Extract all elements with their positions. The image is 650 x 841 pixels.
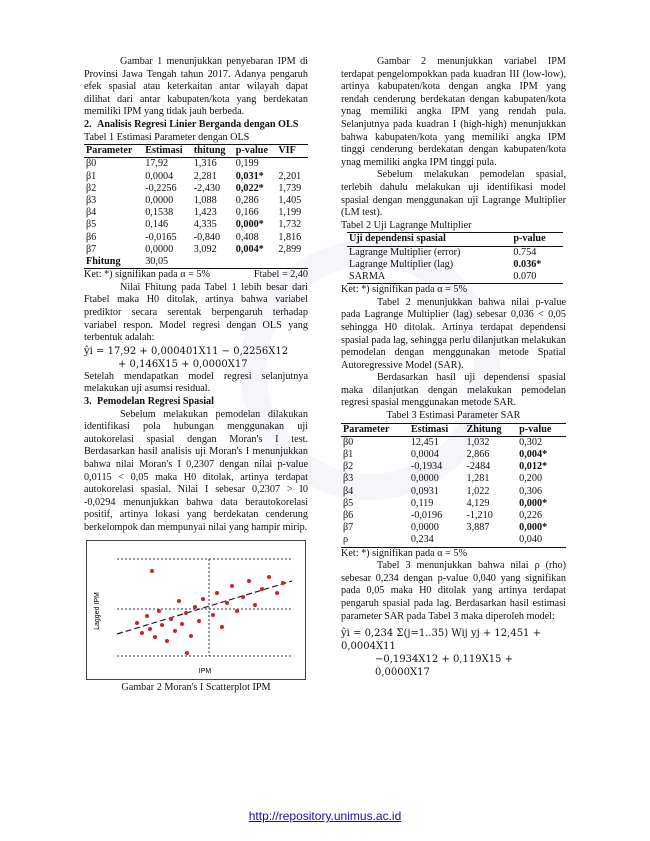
table-cell: Lagrange Multiplier (lag)	[349, 258, 454, 270]
table-cell: 0,004*	[235, 243, 264, 255]
table-row	[84, 244, 308, 256]
table-cell: 0,012*	[519, 461, 548, 473]
table-header-cell: Zhitung	[466, 423, 502, 435]
table-cell: β3	[86, 194, 97, 206]
table-cell: 2,866	[466, 449, 490, 461]
table-row	[84, 195, 308, 207]
table-cell: 1,405	[278, 194, 302, 206]
table-cell: β0	[343, 436, 354, 448]
table-cell: 0,040	[519, 534, 543, 546]
table-cell: 0.070	[513, 270, 537, 282]
table-cell: 1,423	[193, 207, 217, 219]
table-cell: β5	[86, 219, 97, 231]
table-cell: 0,1538	[145, 207, 174, 219]
table-cell: 0,166	[235, 207, 259, 219]
paragraph: Gambar 2 menunjukkan variabel IPM terdapat pengelompokkan pada kuadran III (low-low), artinya kabupaten/kota dengan angka IPM yang rendah cenderung berdekatan dengan kabupaten/kota ynag memiliki angka IPM yang rendah pula. Selanjutnya pada kuadran I (high-high) menunjukkan bahwa kabupaten/kota yang memiliki angka IPM tinggi cenderung berdekatan dengan kabupaten/kota ynag memiliki angka IPM tinggi pula.	[341, 56, 566, 168]
table-cell: -1,210	[466, 510, 493, 522]
table-header-row	[84, 145, 308, 158]
table2-note: Ket: *) signifikan pada α = 5%	[341, 284, 467, 296]
table-cell: 0,226	[519, 510, 543, 522]
table-cell: β2	[86, 182, 97, 194]
table-cell: 4,335	[193, 219, 217, 231]
table-cell: β0	[86, 158, 97, 170]
table-cell: -0,2256	[145, 182, 177, 194]
table-row	[84, 232, 308, 244]
table-cell: 0,146	[145, 219, 169, 231]
table-cell: -0,0196	[410, 510, 443, 522]
table-header-cell: p-value	[235, 145, 268, 157]
equation-sar: ŷi = 0,234 Σ(j=1..35) Wij yj + 12,451 + 0,0004X11 −0,1934X12 + 0,119X15 + 0,0000X17	[341, 628, 541, 679]
table-cell: -2484	[466, 461, 491, 473]
table-cell: 1,199	[278, 207, 302, 219]
table-row	[84, 158, 308, 171]
table-cell: 1,281	[466, 473, 490, 485]
table-cell: 12,451	[410, 436, 439, 448]
table3-note: Ket: *) signifikan pada α = 5%	[341, 547, 467, 559]
table-cell: 0.036*	[513, 258, 542, 270]
table-cell: Fhitung	[86, 255, 121, 267]
paragraph: Tabel 3 menunjukkan bahwa nilai ρ (rho) sebesar 0,234 dengan p-value 0,040 yang signifikan pada 0,05 maka H0 ditolak yang artinya terdapat pengaruh spasial pada lag. Berdasarkan hasil estimasi parameter SAR pada Tabel 3 maka diperoleh model:	[341, 560, 566, 622]
table-cell: 0,000*	[519, 497, 548, 509]
table-row	[341, 522, 566, 534]
table1	[84, 144, 308, 269]
table-cell: 17,92	[145, 158, 169, 170]
table2	[347, 232, 563, 284]
table-cell: 0,302	[519, 436, 543, 448]
table-cell: 1,316	[193, 158, 217, 170]
table-cell: 0,234	[410, 534, 434, 546]
table3	[341, 423, 566, 548]
scatter-points	[135, 569, 285, 655]
table-cell: β1	[86, 170, 97, 182]
table-cell: 3,092	[193, 243, 217, 255]
paragraph: Setelah mendapatkan model regresi selanjutnya melakukan uji asumsi residual.	[84, 370, 308, 395]
table-cell: 0,0004	[145, 170, 174, 182]
figure2-caption: Gambar 2 Moran's I Scatterplot IPM	[121, 682, 271, 694]
section-heading: 2. Analisis Regresi Linier Berganda dengan OLS	[84, 118, 299, 130]
right-column	[341, 56, 566, 679]
table-row	[341, 461, 566, 473]
table-row	[341, 510, 566, 522]
scatterplot-svg	[87, 541, 305, 679]
table3-caption: Tabel 3 Estimasi Parameter SAR	[386, 410, 521, 422]
table-cell: β3	[343, 473, 354, 485]
paragraph: Berdasarkan hasil uji dependensi spasial maka dilanjutkan dengan melakukan pemodelan regresi spasial menggunakan metode SAR.	[341, 372, 566, 409]
table-row	[341, 534, 566, 547]
table-header-cell: VIF	[278, 145, 296, 157]
paragraph: Tabel 2 menunjukkan bahwa nilai p-value pada Lagrange Multiplier (lag) sebesar 0,036 < 0,05 sehingga H0 ditolak. Artinya terdapat dependensi spasial pada lag, sehingga perlu dilanjutkan melakukan pemodelan dengan menggunakan metode Spatial Autoregressive Model (SAR).	[341, 296, 566, 371]
paragraph: Gambar 1 menunjukkan penyebaran IPM di Provinsi Jawa Tengah tahun 2017. Adanya pengaruh efek spasial atau keterkaitan antar wilayah dapat dilihat dari antar kabupaten/kota yang berdekatan memiliki IPM yang tidak jauh berbeda.	[84, 56, 308, 118]
table-cell: 0,0004	[410, 449, 439, 461]
table-cell: 2,899	[278, 243, 302, 255]
table-cell: 2,201	[278, 170, 302, 182]
table-cell: 1,088	[193, 194, 217, 206]
axis-label: IPM	[198, 668, 212, 676]
table-cell: SARMA	[349, 270, 386, 282]
table1-note: Ket: *) signifikan pada α = 5% Ftabel = 2,40	[84, 269, 308, 281]
table-cell: 0.754	[513, 246, 537, 258]
repository-link[interactable]: http://repository.unimus.ac.id	[248, 809, 402, 823]
table-row	[84, 171, 308, 183]
table1-caption: Tabel 1 Estimasi Parameter dengan OLS	[84, 131, 250, 143]
table2-caption: Tabel 2 Uji Lagrange Multiplier	[341, 219, 472, 231]
morans-scatterplot	[86, 540, 306, 680]
table-cell: 1,022	[466, 485, 490, 497]
table-cell: 0,408	[235, 231, 259, 243]
table-cell: -0,840	[193, 231, 221, 243]
left-column	[84, 56, 308, 695]
table-cell: β6	[343, 510, 354, 522]
table-cell: β7	[343, 522, 354, 534]
table-cell: 0,119	[410, 497, 434, 509]
table-cell: -0,0165	[145, 231, 177, 243]
table-row	[341, 486, 566, 498]
table-header-cell: Uji dependensi spasial	[349, 233, 446, 245]
table-header-row	[347, 233, 563, 246]
table-cell: -2,430	[193, 182, 221, 194]
table-cell: -0,1934	[410, 461, 443, 473]
table-cell: 0,306	[519, 485, 543, 497]
table-row	[341, 498, 566, 510]
axis-label: Lagged IPM	[94, 592, 101, 631]
table-cell	[276, 158, 308, 171]
table-row	[84, 219, 308, 231]
table-header-cell: Parameter	[343, 423, 390, 435]
table-cell: Lagrange Multiplier (error)	[349, 246, 461, 258]
table-cell: 0,031*	[235, 170, 264, 182]
table-row	[84, 183, 308, 195]
table-header-cell: Parameter	[86, 145, 133, 157]
table-row	[84, 256, 308, 269]
table-cell: 1,732	[278, 219, 302, 231]
paragraph: Sebelum melakukan pemodelan spasial, terlebih dahulu melakukan uji identifikasi model spasial dengan menggunakan uji Lagrange Multiplier (LM test).	[341, 169, 566, 219]
table-cell: 1,739	[278, 182, 302, 194]
table-cell: β5	[343, 497, 354, 509]
table-row	[347, 246, 563, 259]
table-cell: 0,004*	[519, 449, 548, 461]
table-cell: β7	[86, 243, 97, 255]
paragraph: Sebelum melakukan pemodelan dilakukan identifikasi pola hubungan menggunakan uji autokorelasi spasial dengan Moran's I test. Berdasarkan hasil analisis uji Moran's I menunjukkan bahwa nilai Moran's I 0,2307 dengan nilai p-value 0,0115 < 0,05 maka H0 ditolak, artinya terdapat autokorelasi spasial. Nilai I sebesar 0,2307 > I0 -0,0294 menunjukkan bahwa data berautokorelasi positif, artinya lokasi yang berdekatan cenderung berkelompok dan mempunyai nilai yang hampir mirip.	[84, 408, 308, 533]
table-cell: 0,000*	[519, 522, 548, 534]
section-heading: 3. Pemodelan Regresi Spasial	[84, 395, 214, 407]
table-cell: 0,000*	[235, 219, 264, 231]
equation-ols: ŷi = 17,92 + 0,000401X11 − 0,2256X12 + 0,146X15 + 0,0000X17	[84, 345, 289, 370]
table-cell: 0,0000	[410, 522, 439, 534]
table-cell: 0,0000	[145, 194, 174, 206]
table-cell: β2	[343, 461, 354, 473]
table-row	[341, 436, 566, 449]
table-header-row	[341, 423, 566, 436]
table-cell	[465, 534, 518, 547]
table-cell: 0,0931	[410, 485, 439, 497]
table-cell: β6	[86, 231, 97, 243]
table-header-cell: p-value	[519, 423, 552, 435]
table-cell: β1	[343, 449, 354, 461]
table-row	[347, 271, 563, 284]
table-header-cell: Estimasi	[410, 423, 449, 435]
table-cell: ρ	[343, 534, 349, 546]
table-cell: 2,281	[193, 170, 217, 182]
paragraph: Nilai Fhitung pada Tabel 1 lebih besar dari Ftabel maka H0 ditolak, artinya bahwa variabel prediktor secara serentak berpengaruh terhadap variabel respon. Model regresi dengan OLS yang terbentuk adalah:	[84, 281, 308, 344]
table-cell: 0,0000	[410, 473, 439, 485]
table-cell: 0,022*	[235, 182, 264, 194]
table-cell: 0,286	[235, 194, 259, 206]
table-header-cell: Estimasi	[145, 145, 183, 157]
table-cell: 0,200	[519, 473, 543, 485]
table-cell: 4,129	[466, 497, 490, 509]
table-cell: 30,05	[145, 255, 169, 267]
table-cell: β4	[343, 485, 354, 497]
table-cell: 3,887	[466, 522, 490, 534]
table-cell: 0,0000	[145, 243, 174, 255]
table-header-cell: p-value	[513, 233, 546, 245]
table-cell: 0,199	[235, 158, 259, 170]
table-row	[84, 207, 308, 219]
table-row	[347, 259, 563, 271]
table-cell: 1,032	[466, 436, 490, 448]
table-cell: 1,816	[278, 231, 302, 243]
table-header-cell: thitung	[193, 145, 226, 157]
table-row	[341, 449, 566, 461]
table-cell: β4	[86, 207, 97, 219]
table-row	[341, 473, 566, 485]
